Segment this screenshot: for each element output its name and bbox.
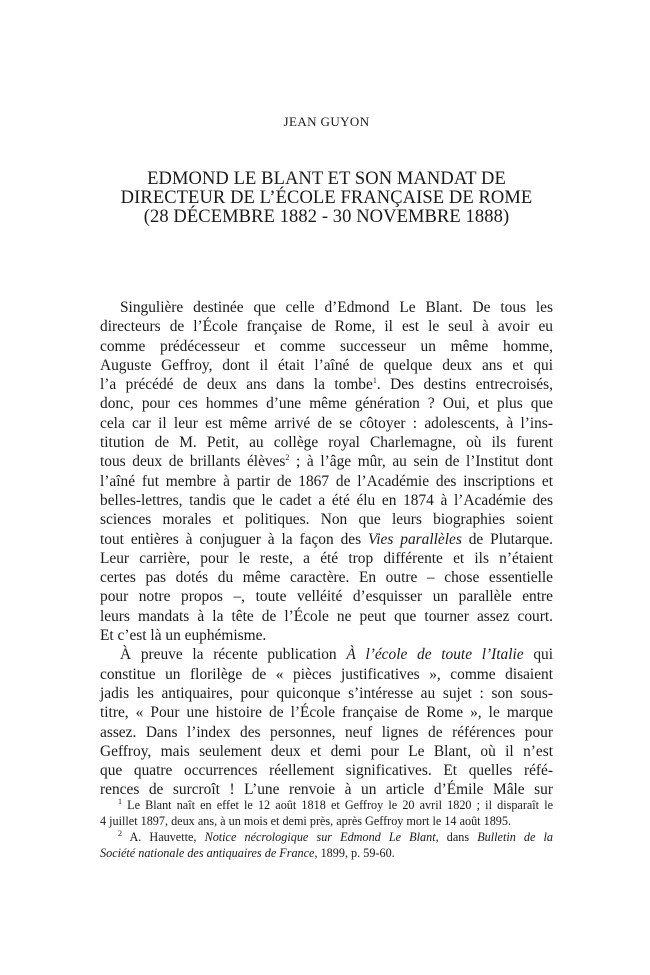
text-line: Auguste Geffroy, dont il était l’aîné de quelque deux ans et qui — [100, 356, 553, 374]
text-line: comme prédécesseur et comme successeur un même homme, — [100, 337, 553, 355]
text-line: cela car il leur est même arrivé de se côtoyer : adolescents, à l’ins- — [100, 414, 553, 432]
text-line: l’a précédé de deux ans dans la tombe$^1$. Des destins entrecroisés, — [100, 376, 553, 394]
article-title — [100, 170, 553, 227]
title-line: DIRECTEUR DE L’ÉCOLE FRANÇAISE DE ROME — [120, 188, 533, 208]
page — [100, 0, 553, 975]
text-line: jadis les antiquaires, pour quiconque s’intéresse au sujet : son sous- — [100, 684, 553, 702]
text-line: tout entières à conjuguer à la façon des Vies parallèles de Plutarque. — [100, 530, 553, 548]
text-line: Et c’est là un euphémisme. — [100, 627, 267, 645]
text-line: donc, pour ces hommes d’une même génération ? Oui, et plus que — [100, 395, 553, 413]
text-line: sciences morales et politiques. Non que leurs biographies soient — [100, 511, 553, 529]
footnote-1-line: $^1$ Le Blant naît en effet le 12 août 1818 et Geffroy le 20 avril 1820 ; il disparaît le — [118, 796, 554, 812]
title-line: (28 DÉCEMBRE 1882 - 30 NOVEMBRE 1888) — [143, 207, 510, 227]
text-line: Singulière destinée que celle d’Edmond Le Blant. De tous les — [120, 299, 553, 316]
title-line: EDMOND LE BLANT ET SON MANDAT DE — [147, 169, 506, 189]
text-line: directeurs de l’École française de Rome, il est le seul à avoir eu — [100, 318, 553, 336]
text-line: leurs mandats à la tête de l’École ne peut que tourner assez court. — [100, 607, 553, 625]
text-line: certes pas dotés du même caractère. En outre – chose essentielle — [100, 569, 553, 587]
text-line: constitue un florilège de « pièces justificatives », comme disaient — [100, 665, 553, 683]
footnote-mark-1: 1 — [118, 796, 122, 806]
text-line: l’aîné fut membre à partir de 1867 de l’Académie des inscriptions et — [100, 472, 553, 490]
body-text — [100, 298, 553, 800]
footnote-2-line: $^2$ A. Hauvette, Notice nécrologique sur Edmond Le Blant, dans Bulletin de la — [118, 828, 554, 844]
footnote-ref-2[interactable]: 2 — [285, 453, 290, 463]
footnotes — [100, 797, 553, 861]
author-name: JEAN GUYON — [283, 114, 370, 129]
paragraph-1 — [100, 298, 553, 645]
footnote-ref-1[interactable]: 1 — [372, 376, 377, 386]
text-line: Leur carrière, pour le reste, a été trop différente et ils n’étaient — [100, 549, 553, 567]
text-line: titre, « Pour une histoire de l’École française de Rome », le marque — [100, 704, 553, 722]
text-line: Geffroy, mais seulement deux et demi pour Le Blant, où il n’est — [100, 742, 553, 760]
paragraph-2 — [100, 645, 553, 799]
footnote-2-line: Société nationale des antiquaires de France, 1899, p. 59-60. — [100, 846, 395, 860]
footnote-1-line: 4 juillet 1897, deux ans, à un mois et demi près, après Geffroy mort le 14 août 1895. — [100, 814, 512, 828]
footnote-mark-2: 2 — [118, 828, 122, 838]
text-line: belles-lettres, tandis que le cadet a été élu en 1874 à l’Académie des — [100, 491, 553, 509]
text-line: assez. Dans l’index des personnes, neuf lignes de références pour — [100, 723, 553, 741]
text-line: pour notre propos –, toute velléité d’esquisser un parallèle entre — [100, 588, 553, 606]
text-line: que quatre occurrences réellement significatives. Et quelles réfé- — [100, 762, 553, 780]
text-line: À preuve la récente publication À l’école de toute l’Italie qui — [120, 646, 554, 664]
text-line: titution de M. Petit, au collège royal Charlemagne, où ils furent — [100, 434, 553, 452]
text-line: rences de surcroît ! L’une renvoie à un article d’Émile Mâle sur — [100, 781, 553, 799]
text-line: tous deux de brillants élèves$^2$ ; à l’âge mûr, au sein de l’Institut dont — [100, 453, 553, 471]
